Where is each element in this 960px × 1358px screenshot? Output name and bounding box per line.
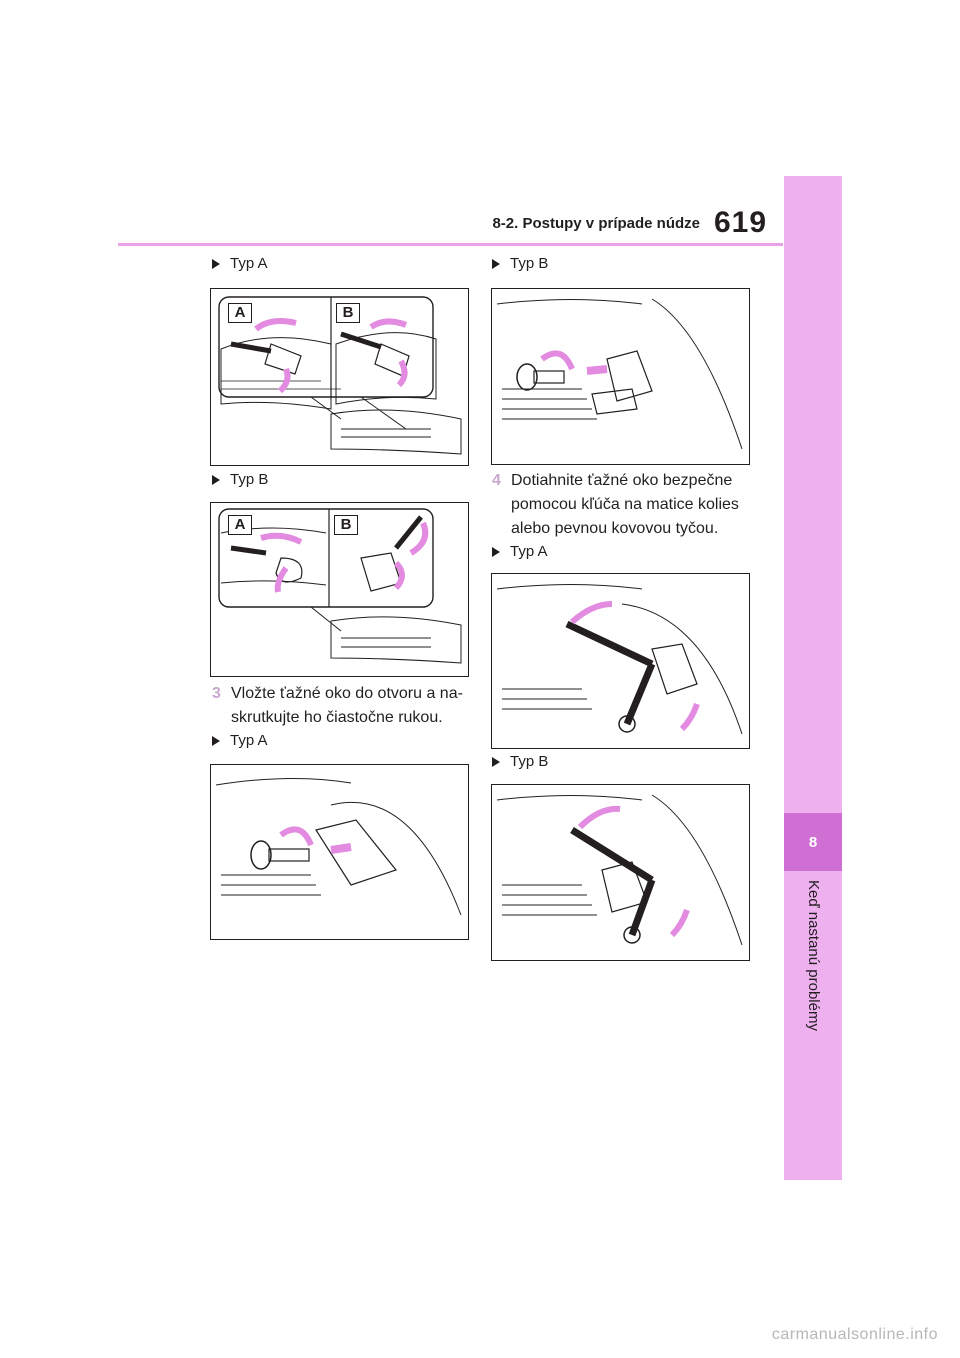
triangle-bullet-icon [492,757,500,767]
page-number: 619 [714,206,768,239]
figure-insert-eye-type-a [210,764,469,940]
label-text: Typ A [230,255,268,272]
triangle-bullet-icon [212,259,220,269]
label-text: Typ B [510,255,549,272]
chapter-number: 8 [808,833,818,851]
triangle-bullet-icon [212,736,220,746]
label-type-b-2 [492,255,548,272]
section-title: 8-2. Postupy v prípade núdze [492,215,700,232]
chapter-title-text: Keď nastanú problémy [805,880,822,1031]
figure-tighten-eye-type-a [491,573,750,749]
figure-remove-cover-type-a [210,288,469,466]
step-3 [212,682,468,730]
label-text: Typ A [230,732,268,749]
label-text: Typ B [230,471,269,488]
label-type-b-3 [492,753,548,770]
step-number: 4 [492,472,501,489]
label-type-a-2 [212,732,268,749]
illustration-tighten-eye-type-b [492,785,749,960]
callout-a: A [228,515,252,535]
step-text: Vložte ťažné oko do otvoru a na-skrutkujte ho čiastočne rukou. [231,685,463,726]
triangle-bullet-icon [492,259,500,269]
callout-a: A [228,303,252,323]
illustration-insert-eye-type-a [211,765,468,939]
watermark: carmanualsonline.info [771,1326,938,1343]
label-text: Typ A [510,543,548,560]
figure-insert-eye-type-b [491,288,750,465]
step-number: 3 [212,685,221,702]
illustration-insert-eye-type-b [492,289,749,464]
label-type-b-1 [212,471,268,488]
label-type-a-1 [212,255,268,272]
step-4 [492,469,752,541]
triangle-bullet-icon [492,547,500,557]
figure-remove-cover-type-b [210,502,469,677]
label-type-a-3 [492,543,548,560]
header-divider [118,243,783,246]
illustration-tighten-eye-type-a [492,574,749,748]
figure-tighten-eye-type-b [491,784,750,961]
step-text: Dotiahnite ťažné oko bezpečne pomocou kľúča na matice kolies alebo pevnou kovovou tyčou. [511,472,739,537]
callout-b: B [334,515,358,535]
label-text: Typ B [510,753,549,770]
chapter-number-box [784,813,842,871]
callout-b: B [336,303,360,323]
triangle-bullet-icon [212,475,220,485]
chapter-title [802,880,824,1080]
